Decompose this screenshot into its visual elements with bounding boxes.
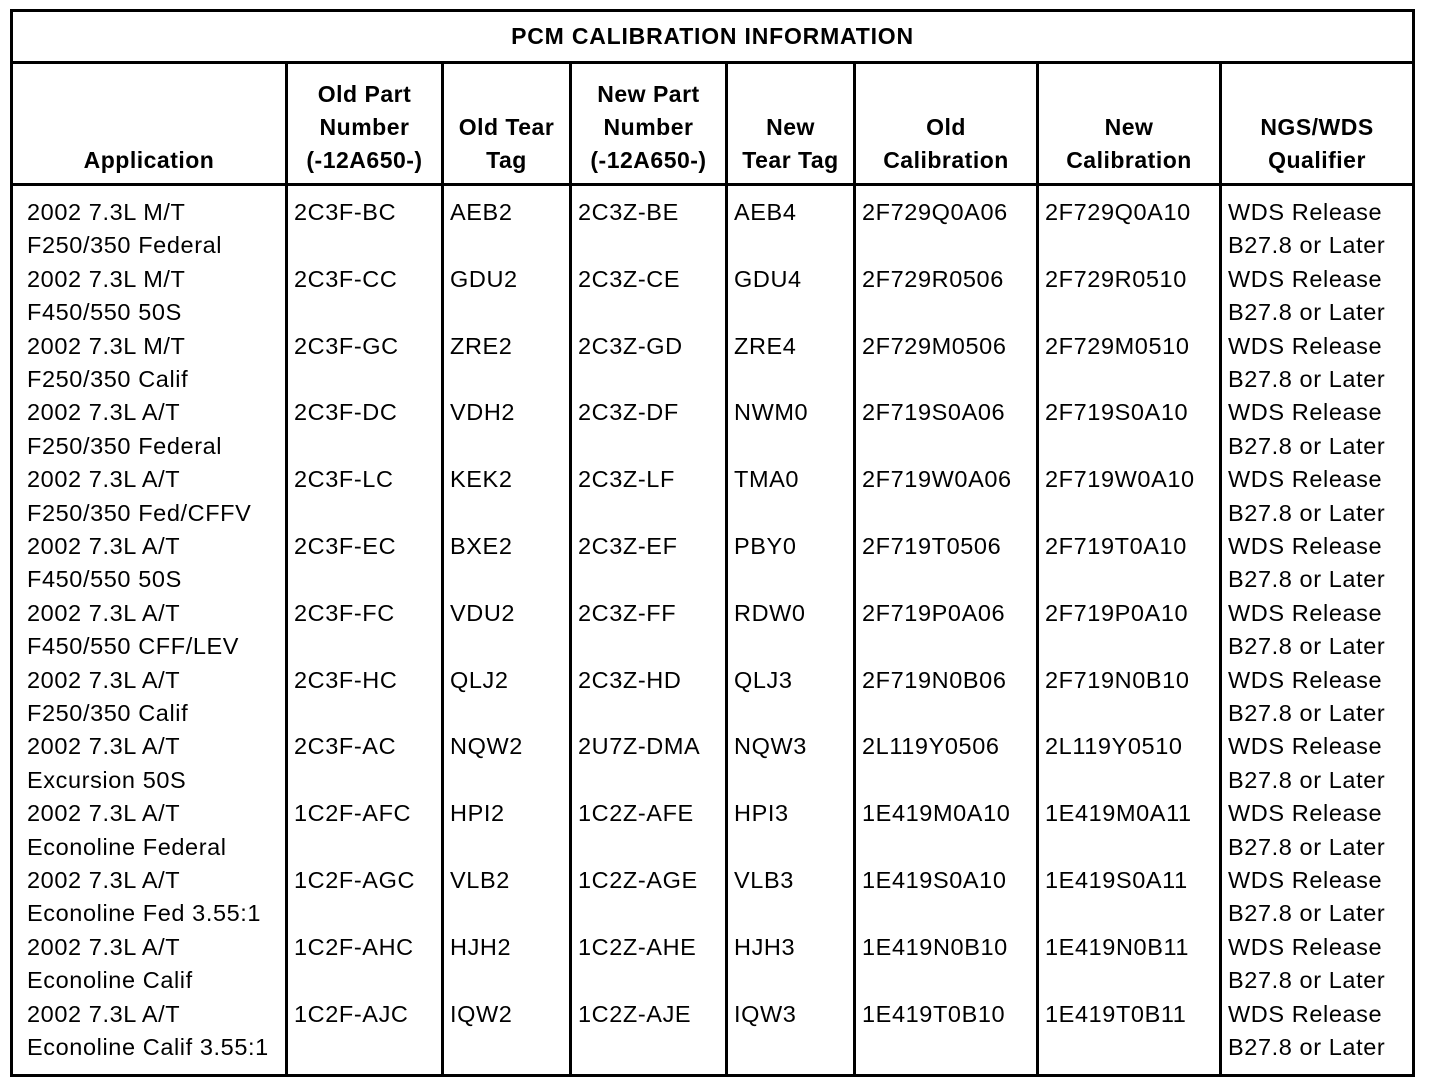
- table-cell: [27, 998, 285, 1065]
- cell-text: 2002 7.3L A/T: [27, 800, 181, 827]
- column-header-line: New: [766, 114, 815, 140]
- table-cell: [734, 730, 853, 797]
- cell-text: 2002 7.3L A/T: [27, 866, 181, 893]
- cell-text: 2L119Y0510: [1045, 733, 1183, 760]
- cell-text: F250/350 Calif: [27, 365, 189, 392]
- table-cell: [1228, 196, 1412, 263]
- table-cell: [294, 797, 441, 864]
- cell-text: GDU4: [734, 265, 802, 292]
- column-header-line: NGS/WDS: [1260, 114, 1374, 140]
- cell-text: 1C2Z-AJE: [578, 1000, 692, 1027]
- cell-text: 2F719P0A06: [862, 599, 1006, 626]
- cell-text: ZRE2: [450, 332, 513, 359]
- table-cell: [1228, 463, 1412, 530]
- table-cell: [1228, 597, 1412, 664]
- cell-text: 1E419N0B11: [1045, 933, 1190, 960]
- column-header: [855, 63, 1038, 185]
- cell-text: B27.8 or Later: [1228, 365, 1386, 392]
- cell-text: KEK2: [450, 466, 513, 493]
- cell-text: Econoline Calif: [27, 967, 193, 994]
- cell-text: F450/550 CFF/LEV: [27, 633, 240, 660]
- column-header-line: Tear Tag: [742, 147, 839, 173]
- cell-text: WDS Release: [1228, 1000, 1383, 1027]
- table-cell: [862, 998, 1036, 1065]
- table-cell: [294, 396, 441, 463]
- cell-text: 2F729M0506: [862, 332, 1007, 359]
- table-cell: [862, 730, 1036, 797]
- cell-text: 1C2Z-AGE: [578, 866, 698, 893]
- cell-text: IQW2: [450, 1000, 513, 1027]
- cell-text: 1E419N0B10: [862, 933, 1008, 960]
- cell-text: F250/350 Calif: [27, 699, 189, 726]
- table-cell: [578, 931, 725, 998]
- table-cell: [1045, 664, 1219, 731]
- table-cell: [734, 463, 853, 530]
- cell-text: B27.8 or Later: [1228, 967, 1386, 994]
- cell-text: Excursion 50S: [27, 766, 187, 793]
- table-cell: [1045, 931, 1219, 998]
- cell-text: WDS Release: [1228, 532, 1383, 559]
- table-cell: [27, 263, 285, 330]
- cell-text: NWM0: [734, 399, 809, 426]
- cell-text: 1C2Z-AHE: [578, 933, 697, 960]
- cell-text: 2C3F-BC: [294, 199, 397, 225]
- table-cell: [1228, 864, 1412, 931]
- cell-text: 1C2F-AFC: [294, 800, 412, 827]
- table-cell: [1228, 396, 1412, 463]
- cell-text: QLJ2: [450, 666, 509, 693]
- column-header: [1221, 63, 1414, 185]
- old-calibration-column: [855, 185, 1038, 1076]
- cell-text: VLB2: [450, 866, 510, 893]
- column-header-line: Qualifier: [1268, 147, 1366, 173]
- cell-text: 1C2F-AJC: [294, 1000, 409, 1027]
- table-cell: [294, 530, 441, 597]
- cell-text: 1E419T0B10: [862, 1000, 1006, 1027]
- table-cell: [27, 864, 285, 931]
- cell-text: 2F719S0A06: [862, 399, 1006, 426]
- cell-text: WDS Release: [1228, 332, 1383, 359]
- table-cell: [294, 730, 441, 797]
- table-cell: [294, 330, 441, 397]
- column-header-line: Calibration: [1066, 147, 1192, 173]
- column-header-line: Application: [83, 147, 215, 173]
- table-cell: [450, 730, 569, 797]
- cell-text: 1E419M0A11: [1045, 800, 1192, 827]
- cell-text: BXE2: [450, 532, 513, 559]
- cell-text: HPI2: [450, 800, 505, 827]
- table-cell: [578, 664, 725, 731]
- cell-text: HJH3: [734, 933, 796, 960]
- table-cell: [734, 998, 853, 1065]
- table-cell: [734, 597, 853, 664]
- cell-text: RDW0: [734, 599, 806, 626]
- table-title: PCM CALIBRATION INFORMATION: [12, 11, 1414, 63]
- table-cell: [578, 330, 725, 397]
- table-cell: [1228, 797, 1412, 864]
- cell-text: WDS Release: [1228, 399, 1383, 426]
- cell-text: VLB3: [734, 866, 794, 893]
- cell-text: F250/350 Federal: [27, 432, 223, 459]
- table-cell: [27, 797, 285, 864]
- cell-text: 2C3F-AC: [294, 733, 397, 760]
- table-cell: [578, 797, 725, 864]
- cell-text: TMA0: [734, 466, 800, 493]
- cell-text: 1C2Z-AFE: [578, 800, 694, 827]
- cell-text: B27.8 or Later: [1228, 499, 1386, 526]
- table-cell: [578, 998, 725, 1065]
- cell-text: 2F729R0510: [1045, 265, 1187, 292]
- cell-text: NQW3: [734, 733, 807, 760]
- cell-text: Econoline Calif 3.55:1: [27, 1033, 269, 1060]
- cell-text: 2002 7.3L A/T: [27, 399, 181, 426]
- table-cell: [734, 931, 853, 998]
- cell-text: 2C3F-FC: [294, 599, 395, 626]
- cell-text: 2C3F-HC: [294, 666, 398, 693]
- new-calibration-column: [1038, 185, 1221, 1076]
- old-tear-tag-column: [443, 185, 571, 1076]
- table-cell: [450, 330, 569, 397]
- table-cell: [27, 396, 285, 463]
- table-cell: [27, 597, 285, 664]
- column-header-line: Old Part: [317, 81, 412, 107]
- cell-text: 1C2F-AHC: [294, 933, 414, 960]
- cell-text: 2002 7.3L A/T: [27, 466, 181, 493]
- cell-text: 2002 7.3L A/T: [27, 1000, 181, 1027]
- table-cell: [294, 998, 441, 1065]
- cell-text: 2C3Z-EF: [578, 532, 678, 559]
- table-cell: [27, 196, 285, 263]
- column-header-line: Old: [926, 114, 966, 140]
- cell-text: 2F719P0A10: [1045, 599, 1189, 626]
- column-header-line: New Part: [597, 81, 700, 107]
- cell-text: 2F719N0B10: [1045, 666, 1190, 693]
- table-cell: [578, 263, 725, 330]
- table-cell: [1045, 263, 1219, 330]
- cell-text: 1C2F-AGC: [294, 866, 416, 893]
- column-header: [571, 63, 727, 185]
- cell-text: F250/350 Federal: [27, 232, 223, 259]
- table-cell: [27, 530, 285, 597]
- column-header-line: Calibration: [883, 147, 1009, 173]
- column-header-line: (-12A650-): [306, 147, 423, 173]
- cell-text: B27.8 or Later: [1228, 299, 1386, 326]
- column-header-line: Old Tear: [458, 114, 555, 140]
- table-cell: [27, 664, 285, 731]
- table-cell: [1045, 196, 1219, 263]
- cell-text: HJH2: [450, 933, 512, 960]
- cell-text: 2F729R0506: [862, 265, 1004, 292]
- table-cell: [1228, 263, 1412, 330]
- new-part-number-column: [571, 185, 727, 1076]
- cell-text: 2C3F-EC: [294, 532, 397, 559]
- cell-text: 2C3Z-GD: [578, 332, 683, 359]
- table-cell: [294, 864, 441, 931]
- table-cell: [294, 196, 441, 263]
- table-cell: [734, 797, 853, 864]
- column-header: [12, 63, 287, 185]
- table-cell: [1228, 530, 1412, 597]
- cell-text: 2002 7.3L A/T: [27, 599, 181, 626]
- cell-text: B27.8 or Later: [1228, 833, 1386, 860]
- table-cell: [294, 597, 441, 664]
- cell-text: 2F719W0A06: [862, 466, 1012, 493]
- qualifier-column: [1221, 185, 1414, 1076]
- cell-text: B27.8 or Later: [1228, 699, 1386, 726]
- table-cell: [862, 864, 1036, 931]
- cell-text: Econoline Fed 3.55:1: [27, 900, 262, 927]
- cell-text: B27.8 or Later: [1228, 232, 1386, 259]
- cell-text: B27.8 or Later: [1228, 633, 1386, 660]
- cell-text: 2F719T0A10: [1045, 532, 1187, 559]
- cell-text: 1E419S0A11: [1045, 866, 1188, 893]
- table-cell: [862, 263, 1036, 330]
- cell-text: AEB2: [450, 199, 513, 225]
- table-cell: [862, 530, 1036, 597]
- cell-text: 2002 7.3L M/T: [27, 332, 186, 359]
- table-cell: [450, 664, 569, 731]
- cell-text: AEB4: [734, 199, 797, 225]
- cell-text: B27.8 or Later: [1228, 900, 1386, 927]
- cell-text: 2002 7.3L M/T: [27, 265, 186, 292]
- table-cell: [734, 196, 853, 263]
- table-cell: [450, 998, 569, 1065]
- cell-text: 2C3F-CC: [294, 265, 398, 292]
- cell-text: 2C3Z-DF: [578, 399, 679, 426]
- column-header: [727, 63, 855, 185]
- cell-text: 2C3Z-CE: [578, 265, 681, 292]
- old-part-number-column: [287, 185, 443, 1076]
- column-header: [1038, 63, 1221, 185]
- table-cell: [1045, 597, 1219, 664]
- cell-text: 2002 7.3L M/T: [27, 199, 186, 225]
- cell-text: ZRE4: [734, 332, 797, 359]
- column-header-line: Tag: [486, 147, 527, 173]
- table-cell: [734, 864, 853, 931]
- column-header: [443, 63, 571, 185]
- cell-text: 2F729Q0A10: [1045, 199, 1191, 225]
- cell-text: 2C3Z-FF: [578, 599, 677, 626]
- table-cell: [1228, 664, 1412, 731]
- table-cell: [450, 931, 569, 998]
- cell-text: VDU2: [450, 599, 516, 626]
- table-cell: [862, 597, 1036, 664]
- table-cell: [734, 664, 853, 731]
- cell-text: Econoline Federal: [27, 833, 227, 860]
- table-cell: [450, 263, 569, 330]
- table-cell: [1045, 330, 1219, 397]
- cell-text: 1E419M0A10: [862, 800, 1011, 827]
- column-header-line: Number: [319, 114, 410, 140]
- cell-text: NQW2: [450, 733, 523, 760]
- table-cell: [578, 530, 725, 597]
- cell-text: F450/550 50S: [27, 299, 182, 326]
- column-header-line: New: [1104, 114, 1154, 140]
- cell-text: 1E419S0A10: [862, 866, 1007, 893]
- table-cell: [1045, 396, 1219, 463]
- table-cell: [27, 330, 285, 397]
- cell-text: WDS Release: [1228, 666, 1383, 693]
- table-body-row: [12, 185, 1414, 1076]
- table-cell: [578, 864, 725, 931]
- table-cell: [294, 263, 441, 330]
- cell-text: WDS Release: [1228, 866, 1383, 893]
- cell-text: 2002 7.3L A/T: [27, 733, 181, 760]
- table-cell: [1045, 530, 1219, 597]
- pcm-calibration-table: [10, 9, 1415, 1077]
- cell-text: 2002 7.3L A/T: [27, 933, 181, 960]
- cell-text: B27.8 or Later: [1228, 432, 1386, 459]
- cell-text: 2F719W0A10: [1045, 466, 1195, 493]
- cell-text: 2002 7.3L A/T: [27, 666, 181, 693]
- table-cell: [734, 263, 853, 330]
- cell-text: QLJ3: [734, 666, 793, 693]
- cell-text: 1E419T0B11: [1045, 1000, 1187, 1027]
- table-cell: [27, 931, 285, 998]
- cell-text: 2C3Z-BE: [578, 199, 679, 225]
- cell-text: B27.8 or Later: [1228, 566, 1386, 593]
- cell-text: WDS Release: [1228, 199, 1383, 225]
- cell-text: WDS Release: [1228, 933, 1383, 960]
- table-cell: [578, 597, 725, 664]
- table-cell: [734, 530, 853, 597]
- table-cell: [578, 196, 725, 263]
- cell-text: 2F719T0506: [862, 532, 1002, 559]
- cell-text: PBY0: [734, 532, 797, 559]
- table-cell: [450, 196, 569, 263]
- table-cell: [862, 931, 1036, 998]
- cell-text: 2002 7.3L A/T: [27, 532, 181, 559]
- table-cell: [450, 530, 569, 597]
- table-cell: [27, 730, 285, 797]
- cell-text: VDH2: [450, 399, 516, 426]
- cell-text: WDS Release: [1228, 466, 1383, 493]
- cell-text: GDU2: [450, 265, 518, 292]
- cell-text: HPI3: [734, 800, 789, 827]
- cell-text: B27.8 or Later: [1228, 1033, 1386, 1060]
- cell-text: IQW3: [734, 1000, 797, 1027]
- cell-text: 2L119Y0506: [862, 733, 1000, 760]
- table-cell: [862, 797, 1036, 864]
- cell-text: 2F719S0A10: [1045, 399, 1189, 426]
- table-cell: [450, 864, 569, 931]
- table-cell: [1228, 998, 1412, 1065]
- cell-text: 2C3Z-HD: [578, 666, 682, 693]
- table-cell: [450, 463, 569, 530]
- cell-text: WDS Release: [1228, 265, 1383, 292]
- cell-text: 2F729Q0A06: [862, 199, 1008, 225]
- application-column: [12, 185, 287, 1076]
- cell-text: 2F719N0B06: [862, 666, 1007, 693]
- cell-text: WDS Release: [1228, 599, 1383, 626]
- cell-text: 2C3Z-LF: [578, 466, 675, 493]
- cell-text: F250/350 Fed/CFFV: [27, 499, 252, 526]
- table-cell: [1045, 864, 1219, 931]
- table-cell: [450, 597, 569, 664]
- table-cell: [862, 664, 1036, 731]
- table-cell: [578, 463, 725, 530]
- cell-text: 2C3F-GC: [294, 332, 399, 359]
- table-cell: [450, 396, 569, 463]
- table-cell: [862, 463, 1036, 530]
- column-header-row: [12, 63, 1414, 185]
- table-cell: [1045, 463, 1219, 530]
- cell-text: 2C3F-LC: [294, 466, 394, 493]
- column-header-line: (-12A650-): [590, 147, 707, 173]
- table-cell: [27, 463, 285, 530]
- table-cell: [578, 730, 725, 797]
- table-cell: [294, 463, 441, 530]
- cell-text: 2F729M0510: [1045, 332, 1190, 359]
- table-cell: [734, 330, 853, 397]
- table-cell: [578, 396, 725, 463]
- cell-text: 2C3F-DC: [294, 399, 398, 426]
- table-cell: [1228, 330, 1412, 397]
- table-cell: [1228, 931, 1412, 998]
- table-cell: [1228, 730, 1412, 797]
- cell-text: F450/550 50S: [27, 566, 182, 593]
- new-tear-tag-column: [727, 185, 855, 1076]
- table-cell: [862, 396, 1036, 463]
- table-cell: [862, 330, 1036, 397]
- column-header-line: Number: [603, 114, 694, 140]
- table-cell: [294, 931, 441, 998]
- cell-text: WDS Release: [1228, 800, 1383, 827]
- table-cell: [1045, 730, 1219, 797]
- cell-text: WDS Release: [1228, 733, 1383, 760]
- table-cell: [862, 196, 1036, 263]
- table-cell: [1045, 797, 1219, 864]
- table-cell: [450, 797, 569, 864]
- table-cell: [1045, 998, 1219, 1065]
- cell-text: B27.8 or Later: [1228, 766, 1386, 793]
- table-cell: [294, 664, 441, 731]
- cell-text: 2U7Z-DMA: [578, 733, 701, 760]
- table-cell: [734, 396, 853, 463]
- column-header: [287, 63, 443, 185]
